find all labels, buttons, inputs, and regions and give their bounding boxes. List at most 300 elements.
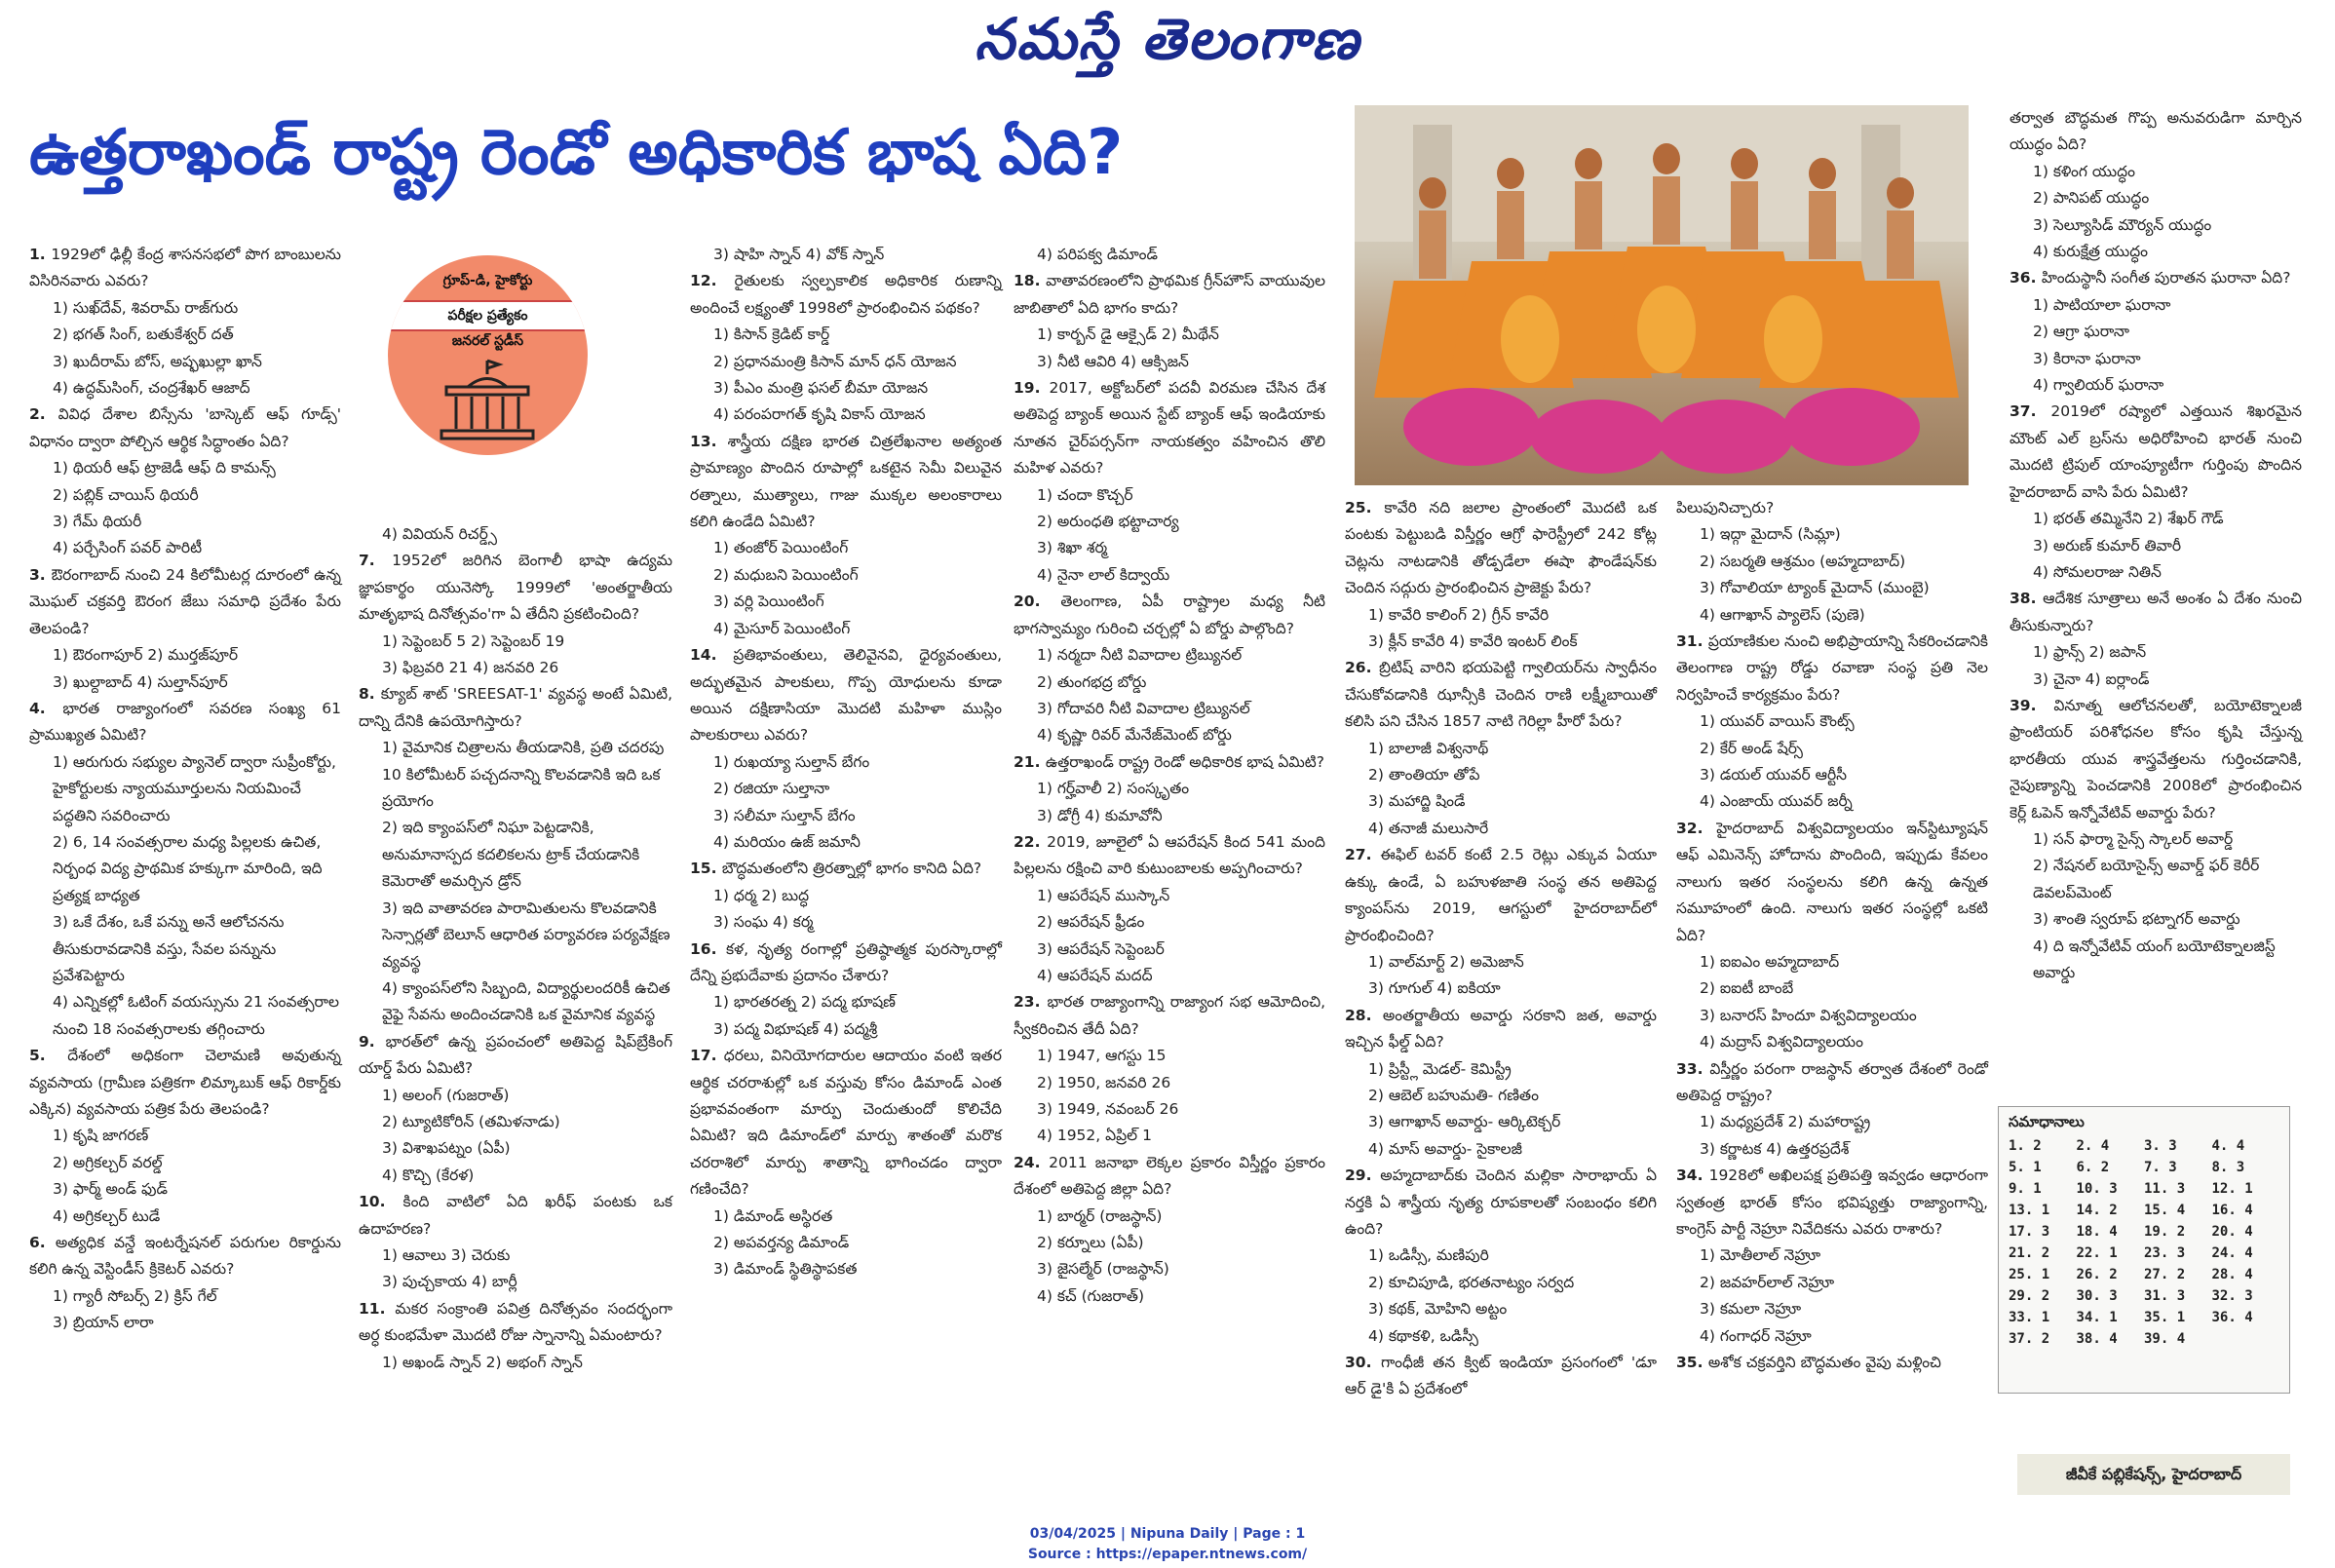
answer-option: 4) సోమలరాజు నితిన్ xyxy=(2033,562,2162,581)
answer-option: 1) ఇద్గా మైదాన్ (సిమ్లా) xyxy=(1700,525,1841,544)
answer-option: 1) సెప్టెంబర్ 5 2) సెప్టెంబర్ 19 xyxy=(382,631,565,650)
answer-option: 4) గంగాధర్ నెహ్రూ xyxy=(1700,1326,1812,1345)
answer-option: 3) గూగుల్ 4) ఐకియా xyxy=(1368,979,1501,998)
question-text xyxy=(690,268,1002,322)
answer-option: 4) కచ్ (గుజరాత్) xyxy=(1037,1286,1145,1305)
answer-option: 2) ట్యూటికోరిన్ (తమిళనాడు) xyxy=(382,1112,560,1130)
answer-option: 3) డిమాండ్ స్థితిస్థాపకత xyxy=(713,1260,858,1279)
question-text xyxy=(1014,268,1325,322)
question-body: 1952లో జరిగిన బెంగాలీ భాషా ఉద్యమ జ్ఞాపకార్థం యునెస్కో 1999లో 'అంతర్జాతీయ మాతృభాష దినోత్సవం'గా ఏ తేదీని ప్రకటించింది? xyxy=(359,552,673,624)
answer-option: 3) ఖుదీరామ్ బోస్, అష్ఫఖుల్లా ఖాన్ xyxy=(53,352,262,370)
answer-cell: 2. 4 xyxy=(2076,1138,2110,1154)
question-body: తర్వాత బౌద్ధమత గొప్ప అనువరుడిగా మార్చిన యుద్ధం ఏది? xyxy=(2010,109,2302,154)
answer-option: 3) జైసల్మేర్ (రాజస్థాన్) xyxy=(1037,1260,1169,1279)
question-text xyxy=(29,1230,341,1283)
answer-option: 3) సెల్యూసిడ్ మౌర్యన్ యుద్ధం xyxy=(2033,215,2212,234)
question-number: 24. xyxy=(1014,1153,1050,1171)
answer-cell: 8. 3 xyxy=(2211,1160,2245,1175)
answer-cell: 9. 1 xyxy=(2009,1181,2042,1197)
answer-option: 1) గ్యారీ సోబర్స్ 2) క్రిస్ గేల్ xyxy=(53,1286,217,1305)
answer-option: 4) మాస్ అవార్డు- సైకాలజీ xyxy=(1368,1139,1522,1158)
answer-option: 4) పరిపక్వ డిమాండ్ xyxy=(1037,246,1158,263)
answer-option: 2) పబ్లిక్ చాయిస్ థియరీ xyxy=(53,485,199,504)
answer-cell: 12. 1 xyxy=(2211,1181,2253,1197)
question-text xyxy=(1345,1163,1657,1243)
answer-option: 1) ఔరంగాపూర్ 2) ముర్తజ్‌పూర్ xyxy=(53,646,239,665)
answer-option: 1) తంజోర్ పెయింటింగ్ xyxy=(713,539,849,557)
answer-cell: 20. 4 xyxy=(2211,1224,2253,1240)
answer-option: 3) సలీమా సుల్తాన్ బేగం xyxy=(713,806,856,824)
question-text xyxy=(359,1189,672,1243)
badge-line-2: పరీక్షల ప్రత్యేకం xyxy=(388,300,588,331)
question-body: అంతర్జాతీయ అవార్డు సరకాని జత, అవార్డు ఇచ్చిన ఫీల్డ్ ఏది? xyxy=(1345,1006,1657,1052)
answer-option: 3) ఆపరేషన్ సెప్టెంబర్ xyxy=(1037,939,1165,958)
question-number: 9. xyxy=(359,1032,386,1051)
question-column-5 xyxy=(1345,495,1657,1403)
question-text xyxy=(1345,1350,1657,1403)
question-number: 33. xyxy=(1676,1059,1710,1078)
question-number: 38. xyxy=(2010,590,2044,608)
question-number: 35. xyxy=(1676,1354,1708,1371)
answer-option: 1) కావేరి కాలింగ్ 2) గ్రీన్ కావేరి xyxy=(1368,605,1550,624)
answer-option: 2) ఐఐటీ బాంబే xyxy=(1700,979,1794,998)
question-number: 12. xyxy=(690,272,735,290)
answer-option: 2) మధుబని పెయింటింగ్ xyxy=(713,565,859,584)
answer-option: 3) పద్మ విభూషణ్ 4) పద్మశ్రీ xyxy=(713,1019,878,1038)
answer-option: 1) బార్మర్ (రాజస్థాన్) xyxy=(1037,1206,1163,1225)
question-number: 16. xyxy=(690,939,726,958)
answer-option: 1) సన్ ఫార్మా సైన్స్ స్కాలర్ అవార్డ్ xyxy=(2033,829,2234,848)
answer-option: 1) కార్బన్ డై ఆక్సైడ్ 2) మీథేన్ xyxy=(1037,325,1219,344)
question-text xyxy=(29,562,341,642)
question-number: 36. xyxy=(2010,269,2042,287)
answer-option: 2) 1950, జనవరి 26 xyxy=(1037,1073,1171,1091)
answer-cell: 31. 3 xyxy=(2144,1288,2186,1304)
question-number: 14. xyxy=(690,646,734,665)
answer-option: 3) 1949, నవంబర్ 26 xyxy=(1037,1100,1179,1118)
question-number: 7. xyxy=(359,552,393,570)
answer-option: 2) కేర్ అండ్ షేర్స్ xyxy=(1700,739,1803,757)
answer-option: 4) పరంపరాగత్ కృషి వికాస్ యోజన xyxy=(713,405,926,424)
answer-option: 1) భరత్ తమ్మినేని 2) శేఖర్ గౌడ్ xyxy=(2033,510,2224,528)
question-text xyxy=(2010,265,2302,291)
question-body: విస్తీర్ణం పరంగా రాజస్థాన్ తర్వాత దేశంలో రెండో అతిపెద్ద రాష్ట్రం? xyxy=(1676,1059,1989,1104)
question-number: 3. xyxy=(29,565,52,584)
answer-option: 3) సంఘ 4) కర్మ xyxy=(713,913,814,932)
question-body: బ్రిటిష్ వారిని భయపెట్టి గ్వాలియర్‌ను స్వాధీనం చేసుకోవడానికి ఝాన్సీకి చెందిన రాణి లక్ష్మీబాయితో కలిసి పని చేసిన 1857 నాటి గెరిల్లా హీరో పేరు? xyxy=(1345,659,1658,731)
answer-option: 3) నీటి ఆవిరి 4) ఆక్సిజన్ xyxy=(1037,352,1189,370)
question-number: 37. xyxy=(2010,402,2051,421)
answer-option: 1) అఖండ్ స్నాన్ 2) అభంగ్ స్నాన్ xyxy=(382,1353,583,1371)
question-text xyxy=(1676,816,1988,949)
answer-option: 1) రుఖయ్యా సుల్తాన్ బేగం xyxy=(713,752,870,771)
answer-option: 3) చైనా 4) ఐర్లాండ్ xyxy=(2033,669,2150,688)
question-number: 28. xyxy=(1345,1006,1383,1024)
question-number: 34. xyxy=(1676,1166,1709,1185)
answer-option: 4) వివియన్ రిచర్డ్స్ xyxy=(382,525,497,543)
answer-option: 4) ఎంజాయ్ యువర్ జర్నీ xyxy=(1700,792,1853,811)
answer-option: 3) షాహి స్నాన్ 4) వోక్ స్నాన్ xyxy=(713,246,885,263)
question-body: ఈఫిల్ టవర్ కంటే 2.5 రెట్లు ఎక్కువ ఏయూ ఉక్కు ఉండే, ఏ బహుళజాతి సంస్థ తన అతిపెద్ద క్యాంపస్‌ను 2019, ఆగస్టులో హైదరాబాద్‌లో ప్రారంభించింది? xyxy=(1345,846,1657,944)
footer-source-line: Source : https://epaper.ntnews.com/ xyxy=(1027,1547,1308,1562)
question-text xyxy=(690,856,1002,882)
answer-option: 4) 1952, ఏప్రిల్ 1 xyxy=(1037,1127,1152,1145)
answer-option: 4) పర్చేసింగ్ పవర్ పారిటీ xyxy=(53,539,203,557)
answer-option: 1) బాలాజీ విశ్వనాథ్ xyxy=(1368,739,1489,757)
answer-option: 3) అరుణ్ కుమార్ తివారీ xyxy=(2033,536,2182,555)
answer-option: 1) ప్రిస్ట్లీ మెడల్- కెమిస్ట్రీ xyxy=(1368,1059,1512,1078)
question-number: 27. xyxy=(1345,846,1381,864)
answer-option: 3) డయల్ యువర్ ఆర్టీసీ xyxy=(1700,766,1848,784)
answer-cell: 37. 2 xyxy=(2009,1331,2050,1347)
question-body: 2019, జూలైలో ఏ ఆపరేషన్ కింద 541 మంది పిల్లలను రక్షించి వారి కుటుంబాలకు అప్పగించారు? xyxy=(1014,832,1325,878)
answer-option: 4) మైసూర్ పెయింటింగ్ xyxy=(713,619,851,637)
question-body: ఉత్తరాఖండ్ రాష్ట్ర రెండో అధికారిక భాష ఏమిటి? xyxy=(1045,752,1324,771)
answer-option: 3) బ్రియాన్ లారా xyxy=(53,1314,154,1332)
question-text xyxy=(690,1043,1002,1203)
answer-cell: 36. 4 xyxy=(2211,1310,2253,1325)
badge-line-3: జనరల్ స్టడీస్ xyxy=(451,333,524,349)
answer-option: 1) వైమానిక చిత్రాలను తీయడానికి, ప్రతి చదరపు 10 కిలోమీటర్ పచ్చదనాన్ని కొలవడానికి ఇది ఒక ప్రయోగం xyxy=(382,739,665,811)
answer-cell: 32. 3 xyxy=(2211,1288,2253,1304)
answer-option: 2) తాంతియా తోపే xyxy=(1368,766,1480,784)
answer-option: 1) మోతీలాల్ నెహ్రూ xyxy=(1700,1246,1821,1265)
answer-option: 1) కిసాన్ క్రెడిట్ కార్డ్ xyxy=(713,325,830,344)
answer-cell: 22. 1 xyxy=(2076,1245,2118,1261)
answer-cell: 14. 2 xyxy=(2076,1203,2118,1218)
answer-option: 3) కథక్, మోహిని అట్టం xyxy=(1368,1300,1508,1319)
question-number: 17. xyxy=(690,1047,724,1065)
answer-option: 1) యువర్ వాయిస్ కౌంట్స్ xyxy=(1700,712,1855,731)
answer-option: 3) డోగ్రీ 4) కుమావోనీ xyxy=(1037,806,1163,824)
answer-cell: 17. 3 xyxy=(2009,1224,2050,1240)
answer-cell: 18. 4 xyxy=(2076,1224,2118,1240)
answer-option: 2) అపవర్తన్య డిమాండ్ xyxy=(713,1234,850,1252)
answer-option: 2) ప్రధానమంత్రి కిసాన్ మాన్ ధన్ యోజన xyxy=(713,352,957,370)
question-column-3 xyxy=(690,242,1002,1283)
question-text xyxy=(2010,399,2302,506)
question-column-6 xyxy=(1676,495,1988,1376)
answer-option: 4) కృష్ణా రివర్ మేనేజ్‌మెంట్ బోర్డు xyxy=(1037,726,1232,745)
answer-option: 1) సుఖ్‌దేవ్, శివరామ్ రాజ్‌గురు xyxy=(53,298,239,317)
question-body: ఆదేశిక సూత్రాలు అనే అంశం ఏ దేశం నుంచి తీసుకున్నారు? xyxy=(2010,590,2302,634)
answer-option: 1) 1947, ఆగస్టు 15 xyxy=(1037,1047,1167,1065)
answer-option: 2) రజియా సుల్తానా xyxy=(713,780,830,798)
answer-cell: 5. 1 xyxy=(2009,1160,2042,1175)
question-body: 2019లో రష్యాలో ఎత్తయిన శిఖరమైన మౌంట్ ఎల్ బ్రస్‌ను అధిరోహించి భారత్ నుంచి మొదటి ట్రిపుల్ యాంప్యూటీగా గుర్తింపు పొందిన హైదరాబాద్ వాసి పేరు ఏమిటి? xyxy=(2010,402,2302,501)
question-body: హిందుస్థానీ సంగీత పురాతన ఘరానా ఏది? xyxy=(2041,269,2291,287)
answer-option: 3) బనారస్ హిందూ విశ్వవిద్యాలయం xyxy=(1700,1006,1917,1024)
question-number: 1. xyxy=(29,246,52,263)
question-text xyxy=(359,1029,672,1083)
answer-key-heading: సమాధానాలు xyxy=(2009,1113,2085,1130)
answer-option: 1) ధర్మ 2) బుద్ధ xyxy=(713,886,810,904)
question-text xyxy=(1014,749,1325,776)
question-column-1 xyxy=(29,242,341,1337)
answer-cell: 30. 3 xyxy=(2076,1288,2118,1304)
question-text xyxy=(2010,586,2302,639)
answer-option: 2) 6, 14 సంవత్సరాల మధ్య పిల్లలకు ఉచిత, నిర్బంధ విద్య ప్రాథమిక హక్కుగా మారింది, ఇది ప్రత్యక్ష బాధ్యత xyxy=(53,832,323,904)
answer-option: 2) తుంగభద్ర బోర్డు xyxy=(1037,672,1147,691)
answer-option: 4) మరియం ఉజ్ జమానీ xyxy=(713,832,861,851)
question-body: అశోక చక్రవర్తిని బౌద్ధమతం వైపు మళ్లించి xyxy=(1707,1354,1941,1371)
answer-option: 2) ఆబెల్ బహుమతి- గణితం xyxy=(1368,1086,1539,1104)
answer-option: 4) క్యాంపస్‌లోని సిబ్బంది, విద్యార్థులందరికీ ఉచిత వైఫై సేవను అందించడానికి ఒక వైమానిక వ్యవస్థ xyxy=(382,978,670,1024)
answer-option: 1) కళింగ యుద్ధం xyxy=(2033,162,2135,180)
answer-option: 3) గేమ్ థియరీ xyxy=(53,513,142,531)
question-number: 31. xyxy=(1676,632,1708,651)
question-number: 11. xyxy=(359,1299,396,1318)
masthead: నమస్తే తెలంగాణ xyxy=(975,6,1360,72)
question-body: భారత రాజ్యాంగాన్ని రాజ్యాంగ సభ ఆమోదించి, స్వీకరించిన తేదీ ఏది? xyxy=(1014,993,1325,1038)
answer-option: 1) డిమాండ్ అస్థిరత xyxy=(713,1206,833,1225)
answer-option: 4) నైనా లాల్ కిద్వాయ్ xyxy=(1037,565,1170,584)
question-number: 18. xyxy=(1014,272,1047,290)
question-number: 20. xyxy=(1014,593,1061,611)
answer-option: 4) అగ్రికల్చర్ టుడే xyxy=(53,1206,161,1225)
question-text xyxy=(29,1043,341,1123)
question-number: 8. xyxy=(359,685,381,704)
answer-cell: 26. 2 xyxy=(2076,1267,2118,1282)
answer-cell: 11. 3 xyxy=(2144,1181,2186,1197)
question-body: ప్రయాణికుల నుంచి అభిప్రాయాన్ని సేకరించడానికి తెలంగాణ రాష్ట్ర రోడ్డు రవాణా సంస్థ ప్రతి నెల నిర్వహించే కార్యక్రమం పేరు? xyxy=(1676,632,1988,704)
question-body: 1929లో ఢిల్లీ కేంద్ర శాసనసభలో పొగ బాంబులను విసిరినవారు ఎవరు? xyxy=(29,246,341,290)
answer-option: 3) శాంతి స్వరూప్ భట్నాగర్ అవార్డు xyxy=(2033,910,2240,929)
question-text xyxy=(2010,105,2302,159)
answer-option: 3) కిరానా ఘరానా xyxy=(2033,349,2141,367)
answer-cell: 28. 4 xyxy=(2211,1267,2253,1282)
answer-option: 1) నర్మదా నీటి వివాదాల ట్రిబ్యునల్ xyxy=(1037,646,1243,665)
answer-option: 3) శిఖా శర్మ xyxy=(1037,539,1108,557)
question-text xyxy=(1676,1350,1988,1376)
footer-date-line: 03/04/2025 | Nipuna Daily | Page : 1 xyxy=(1029,1526,1306,1542)
question-body: 2017, అక్టోబర్‌లో పదవీ విరమణ చేసిన దేశ అతిపెద్ద బ్యాంక్ అయిన స్టేట్ బ్యాంక్ ఆఫ్ ఇండియాకు నూతన చైర్‌పర్సన్‌గా నాయకత్వం వహించిన తొలి మహిళ ఎవరు? xyxy=(1014,379,1325,478)
answer-cell: 4. 4 xyxy=(2211,1138,2245,1154)
question-number: 26. xyxy=(1345,659,1380,677)
question-body: కళ, నృత్య రంగాల్లో ప్రతిష్ఠాత్మక పురస్కారాల్లో దేన్ని ప్రభుదేవాకు ప్రదానం చేశారు? xyxy=(690,939,1003,984)
answer-cell: 34. 1 xyxy=(2076,1310,2118,1325)
dance-photo xyxy=(1355,105,1969,485)
answer-option: 4) మద్రాస్ విశ్వవిద్యాలయం xyxy=(1700,1033,1863,1052)
answer-option: 2) ఆపరేషన్ ఫ్రీడం xyxy=(1037,913,1145,932)
answer-cell: 13. 1 xyxy=(2009,1203,2050,1218)
answer-option: 2) నేషనల్ బయోసైన్స్ అవార్డ్ ఫర్ కెరీర్ డెవలప్‌మెంట్ xyxy=(2033,857,2260,901)
answer-cell: 19. 2 xyxy=(2144,1224,2186,1240)
answer-option: 1) ఐఐఎం అహ్మదాబాద్ xyxy=(1700,952,1840,971)
answer-cell: 7. 3 xyxy=(2144,1160,2177,1175)
dancers-illustration xyxy=(1355,105,1969,485)
question-body: అహ్మదాబాద్‌కు చెందిన మల్లికా సారాభాయ్ ఏ నర్తకి ఏ శాస్త్రీయ నృత్య రూపకాలతో సంబంధం కలిగి ఉంది? xyxy=(1345,1166,1657,1238)
question-number: 19. xyxy=(1014,379,1050,398)
question-body: కావేరి నది జలాల ప్రాంతంలో మొదటి ఒక పంటకు పెట్టుబడి విస్తీర్ణం ఆగ్రో ఫారెస్ట్రీలో 242 కోట్ల చెట్లను నాటడానికి తోడ్పడేలా ఈషా ఫౌండేషన్‌కు చెందిన సద్గురు ప్రారంభించిన ప్రాజెక్టు పేరు? xyxy=(1345,499,1658,597)
question-body: రైతులకు స్వల్పకాలిక అధికారిక రుణాన్ని అందించే లక్ష్యంతో 1998లో ప్రారంభించిన పథకం? xyxy=(690,272,1002,317)
answer-option: 3) విశాఖపట్నం (ఏపీ) xyxy=(382,1139,511,1158)
answer-cell: 27. 2 xyxy=(2144,1267,2186,1282)
question-text xyxy=(1676,1056,1988,1110)
answer-cell: 1. 2 xyxy=(2009,1138,2042,1154)
question-body: శాస్త్రీయ దక్షిణ భారత చిత్రలేఖనాల అత్యంత ప్రామాణ్యం పొందిన రూపాల్లో ఒకటైన సెమీ విలువైన రత్నాలు, ముత్యాలు, గాజు ముక్కల అలంకారాలు కలిగి ఉండేది ఏమిటి? xyxy=(690,432,1002,531)
answer-option: 4) గ్వాలియర్ ఘరానా xyxy=(2033,376,2164,395)
answer-option: 3) ఖుల్దాబాద్ 4) సుల్తాన్‌పూర్ xyxy=(53,672,228,691)
question-text xyxy=(359,548,672,628)
answer-cell: 24. 4 xyxy=(2211,1245,2253,1261)
answer-option: 3) ఫిబ్రవరి 21 4) జనవరి 26 xyxy=(382,659,559,677)
answer-option: 2) ఇది క్యాంపస్‌లో నిఘా పెట్టడానికి, అనుమానాస్పద కదలికలను ట్రాక్ చేయడానికి కెమెరాతో అమర్చిన డ్రోన్ xyxy=(382,819,640,891)
question-number: 22. xyxy=(1014,832,1048,851)
question-text xyxy=(359,681,672,735)
answer-option: 1) ఆవాలు 3) చెరుకు xyxy=(382,1245,511,1264)
question-body: 1928లో అఖిలపక్ష ప్రతిపత్తి ఇవ్వడం ఆధారంగా స్వతంత్ర భారత్ కోసం భవిష్యత్తు రాజ్యాంగాన్ని, కాంగ్రెస్ పార్టీ నెహ్రూ నివేదికను ఎవరు రాశారు? xyxy=(1676,1166,1988,1238)
question-text xyxy=(29,696,341,749)
question-text xyxy=(690,429,1002,536)
answer-option: 1) ఫ్రాన్స్ 2) జపాన్ xyxy=(2033,643,2147,662)
answer-key xyxy=(1998,1106,2290,1394)
question-text xyxy=(29,402,341,455)
question-body: క్యూబ్ శాట్ 'SREESAT-1' వ్యవస్థ అంటే ఏమిటి, దాన్ని దేనికి ఉపయోగిస్తారు? xyxy=(359,685,672,730)
question-column-4 xyxy=(1014,242,1325,1310)
answer-option: 4) ఆపరేషన్ మదద్ xyxy=(1037,966,1153,984)
answer-option: 1) పాటియాలా ఘరానా xyxy=(2033,295,2171,314)
question-number: 39. xyxy=(2010,696,2054,714)
answer-option: 1) థియరీ ఆఫ్ ట్రాజెడీ ఆఫ్ ది కామన్స్ xyxy=(53,459,276,478)
question-number: 32. xyxy=(1676,819,1717,837)
answer-option: 4) తనాజీ మలుసారే xyxy=(1368,819,1489,837)
question-number: 2. xyxy=(29,405,58,424)
answer-option: 1) వాల్‌మార్ట్ 2) అమెజాన్ xyxy=(1368,952,1524,971)
question-body: తెలంగాణ, ఏపీ రాష్ట్రాల మధ్య నీటి భాగస్వామ్యం గురించి చర్చల్లో ఏ బోర్డు పాల్గొంది? xyxy=(1014,593,1325,637)
question-number: 4. xyxy=(29,699,63,717)
question-number: 21. xyxy=(1014,752,1046,771)
question-body: 2011 జనాభా లెక్కల ప్రకారం విస్తీర్ణం ప్రకారం దేశంలో అతిపెద్ద జిల్లా ఏది? xyxy=(1014,1153,1325,1199)
answer-option: 4) ఎన్నికల్లో ఓటింగ్ వయస్సును 21 సంవత్సరాల నుంచి 18 సంవత్సరాలకు తగ్గించారు xyxy=(53,993,340,1038)
question-body: వివిధ దేశాల బిస్సేను 'బాస్కెట్ ఆఫ్ గూడ్స్' విధానం ద్వారా పోల్చిన ఆర్థిక సిద్ధాంతం ఏది? xyxy=(29,405,341,450)
answer-cell: 21. 2 xyxy=(2009,1245,2050,1261)
answer-cell: 39. 4 xyxy=(2144,1331,2186,1347)
question-number: 6. xyxy=(29,1234,56,1252)
section-badge xyxy=(388,255,588,455)
answer-option: 2) భగత్ సింగ్, బతుకేశ్వర్ దత్ xyxy=(53,325,234,344)
answer-option: 2) కర్నూలు (ఏపీ) xyxy=(1037,1234,1144,1252)
question-text xyxy=(1014,1150,1325,1204)
answer-option: 2) అరుంధతి భట్టాచార్య xyxy=(1037,513,1179,531)
question-body: దేశంలో అధికంగా చెలామణి అవుతున్న వ్యవసాయ (గ్రామీణ పత్రికగా లిమ్కాబుక్ ఆఫ్ రికార్డ్‌కు ఎక్కిన) వ్యవసాయ పత్రిక పేరు తెలపండి? xyxy=(29,1047,341,1118)
question-body: వాతావరణంలోని ప్రాథమిక గ్రీన్‌హౌస్ వాయువుల జాబితాలో ఏది భాగం కాదు? xyxy=(1014,272,1325,317)
question-body: బౌద్ధమతంలోని త్రిరత్నాల్లో భాగం కానిది ఏది? xyxy=(721,860,982,878)
answer-cell: 38. 4 xyxy=(2076,1331,2118,1347)
answer-option: 2) సబర్మతి ఆశ్రమం (అహ్మదాబాద్) xyxy=(1700,552,1906,570)
answer-option: 2) అగ్రికల్చర్ వరల్డ్ xyxy=(53,1153,163,1171)
answer-option: 1) ఆపరేషన్ ముస్కాన్ xyxy=(1037,886,1170,904)
question-text xyxy=(690,642,1002,749)
answer-option: 1) ఆరుగురు సభ్యుల ప్యానెల్ ద్వారా సుప్రీంకోర్టు, హైకోర్టులకు న్యాయమూర్తులను నియమించే పద్ధతిని సవరించారు xyxy=(53,752,336,824)
answer-cell: 35. 1 xyxy=(2144,1310,2186,1325)
question-number: 29. xyxy=(1345,1166,1381,1185)
question-text xyxy=(1345,495,1657,602)
question-text xyxy=(690,937,1002,990)
question-text xyxy=(1676,1163,1988,1243)
answer-option: 4) ఉద్ధమ్‌సింగ్, చంద్రశేఖర్ ఆజాద్ xyxy=(53,379,250,398)
question-number: 10. xyxy=(359,1193,403,1211)
answer-option: 1) భారతరత్న 2) పద్మ భూషణ్ xyxy=(713,993,896,1012)
question-body: మకర సంక్రాంతి పవిత్ర దినోత్సవం సందర్భంగా అర్ధ కుంభమేళా మొదటి రోజు స్నానాన్ని ఏమంటారు? xyxy=(359,1299,673,1345)
answer-option: 3) పీఎం మంత్రి ఫసల్ బీమా యోజన xyxy=(713,379,929,398)
answer-cell: 29. 2 xyxy=(2009,1288,2050,1304)
question-body: ప్రతిభావంతులు, తెలివైనవి, ధైర్యవంతులు, అద్భుతమైన పాలకులు, గొప్ప యోధులను కూడా అయిన దక్షిణాసియా మొదటి మహిళా ముస్లిం పాలకురాలు ఎవరు? xyxy=(690,646,1003,745)
answer-option: 4) ది ఇన్నోవేటివ్ యంగ్ బయోటెక్నాలజిస్ట్ అవార్డు xyxy=(2033,937,2276,981)
question-body: ధరలు, వినియోగదారుల ఆదాయం వంటి ఇతర ఆర్థిక చరరాశుల్లో ఒక వస్తువు కోసం డిమాండ్ ఎంత ప్రభావవంతంగా మార్పు చెందుతుందో కొలిచేది ఏమిటి? ఇది డిమాండ్‌లో మార్పు శాతంతో మరొక చరరాశిలో మార్పు శాతాన్ని భాగించడం ద్వారా గణించేది? xyxy=(690,1047,1002,1199)
answer-option: 2) ఆగ్రా ఘరానా xyxy=(2033,323,2129,341)
answer-option: 1) గర్హ్‌వాలీ 2) సంస్కృతం xyxy=(1037,780,1190,798)
question-text xyxy=(2010,693,2302,826)
answer-option: 4) ఆగాఖాన్ ప్యాలెస్ (పుణె) xyxy=(1700,605,1865,624)
page-title: ఉత్తరాఖండ్ రాష్ట్ర రెండో అధికారిక భాష ఏది? xyxy=(29,117,1124,189)
answer-option: 1) మధ్యప్రదేశ్ 2) మహారాష్ట్ర xyxy=(1700,1113,1871,1131)
question-text xyxy=(1014,829,1325,883)
answer-option: 1) కృషి జాగరణ్ xyxy=(53,1127,149,1145)
answer-cell: 33. 1 xyxy=(2009,1310,2050,1325)
answer-option: 3) ఇది వాతావరణ పారామితులను కొలవడానికి సెన్సార్లతో బెలూన్ ఆధారిత పర్యావరణ పర్యవేక్షణ వ్యవస్థ xyxy=(382,899,670,971)
question-text xyxy=(29,242,341,295)
question-number: 15. xyxy=(690,860,722,878)
answer-option: 2) పానిపట్ యుద్ధం xyxy=(2033,189,2150,208)
answer-option: 3) ఫార్మ్ అండ్ ఫుడ్ xyxy=(53,1180,168,1199)
answer-option: 3) గోవాలియా ట్యాంక్ మైదాన్ (ముంబై) xyxy=(1700,579,1930,597)
question-number: 23. xyxy=(1014,993,1048,1012)
answer-option: 3) పుచ్చకాయ 4) బార్లీ xyxy=(382,1273,517,1291)
question-text xyxy=(1676,629,1988,708)
answer-cell: 23. 3 xyxy=(2144,1245,2186,1261)
answer-option: 1) ఒడిస్సీ, మణిపురి xyxy=(1368,1246,1489,1265)
question-number: 5. xyxy=(29,1047,68,1065)
badge-line-1: గ్రూప్-డి, హైకోర్టు xyxy=(442,273,533,288)
question-column-7 xyxy=(2010,105,2302,986)
answer-cell: 10. 3 xyxy=(2076,1181,2118,1197)
answer-option: 4) కథాకళి, ఒడిస్సీ xyxy=(1368,1326,1478,1345)
question-text xyxy=(1014,589,1325,642)
answer-option: 3) మహాద్జి షిండే xyxy=(1368,792,1466,811)
question-text xyxy=(1014,375,1325,482)
answer-cell: 25. 1 xyxy=(2009,1267,2050,1282)
building-icon xyxy=(388,255,588,455)
answer-option: 3) ఆగాఖాన్ అవార్డు- ఆర్కిటెక్చర్ xyxy=(1368,1113,1561,1131)
answer-cell: 16. 4 xyxy=(2211,1203,2253,1218)
question-number: 25. xyxy=(1345,499,1385,516)
question-body: భారత్‌లో ఉన్న ప్రపంచంలో అతిపెద్ద షిప్‌బ్రేకింగ్ యార్డ్ పేరు ఏమిటి? xyxy=(359,1032,672,1078)
question-body: హైదరాబాద్ విశ్వవిద్యాలయం ఇన్‌స్టిట్యూషన్ ఆఫ్ ఎమినెన్స్ హోదాను పొందింది, ఇప్పుడు కేవలం నాలుగు ఇతర సంస్థలను కలిగి ఉన్న ఉన్నత సమూహంలో ఉంది. నాలుగు ఇతర సంస్థల్లో ఒకటి ఏది? xyxy=(1676,819,1988,944)
question-body: భారత రాజ్యాంగంలో సవరణ సంఖ్య 61 ప్రాముఖ్యత ఏమిటి? xyxy=(29,699,341,745)
answer-option: 3) ఒకే దేశం, ఒకే పన్ను అనే ఆలోచనను తీసుకురావడానికి వస్తు, సేవల పన్నును ప్రవేశపెట్టారు xyxy=(53,913,285,984)
answer-option: 3) కర్ణాటక 4) ఉత్తరప్రదేశ్ xyxy=(1700,1139,1850,1158)
answer-cell: 15. 4 xyxy=(2144,1203,2186,1218)
question-number: 30. xyxy=(1345,1354,1381,1371)
answer-option: 3) క్లీన్ కావేరి 4) కావేరి ఇంటర్ లింక్ xyxy=(1368,632,1578,651)
answer-option: 3) కమలా నెహ్రూ xyxy=(1700,1300,1802,1319)
publisher-credit: జీవీకే పబ్లికేషన్స్, హైదరాబాద్ xyxy=(2017,1454,2290,1495)
question-body: అత్యధిక వన్డే ఇంటర్నేషనల్ పరుగుల రికార్డును కలిగి ఉన్న వెస్టిండీస్ క్రికెటర్ ఎవరు? xyxy=(29,1234,341,1279)
question-text xyxy=(1014,989,1325,1043)
question-body: గాంధీజీ తన క్విట్ ఇండియా ప్రసంగంలో 'డూ ఆర్ డై'కి ఏ ప్రదేశంలో xyxy=(1345,1354,1658,1398)
question-body: వినూత్న ఆలోచనలతో, బయోటెక్నాలజీ ఫ్రాంటియర్ పరిశోధనల కోసం కృషి చేస్తున్న భారతీయ యువ శాస్త్రవేత్తలను గుర్తించడానికి, నైపుణ్యాన్ని పెంచడానికి 2008లో ప్రారంభించిన కెర్ల్ ఓపెన్ ఇన్నోవేటివ్ అవార్డు పేరు? xyxy=(2010,696,2302,822)
answer-option: 2) జవహర్‌లాల్ నెహ్రూ xyxy=(1700,1273,1835,1291)
answer-option: 4) కురుక్షేత్ర యుద్ధం xyxy=(2033,243,2149,261)
answer-cell: 6. 2 xyxy=(2076,1160,2110,1175)
question-body: ఔరంగాబాద్ నుంచి 24 కిలోమీటర్ల దూరంలో ఉన్న మొఘల్ చక్రవర్తి ఔరంగ జేబు సమాధి ప్రదేశం పేరు తెలపండి? xyxy=(29,565,341,637)
question-body: కింది వాటిలో ఏది ఖరీఫ్ పంటకు ఒక ఉదాహరణ? xyxy=(359,1193,672,1238)
answer-cell: 3. 3 xyxy=(2144,1138,2177,1154)
question-column-2 xyxy=(359,521,672,1376)
question-text xyxy=(1345,655,1657,735)
question-text xyxy=(359,1296,672,1350)
